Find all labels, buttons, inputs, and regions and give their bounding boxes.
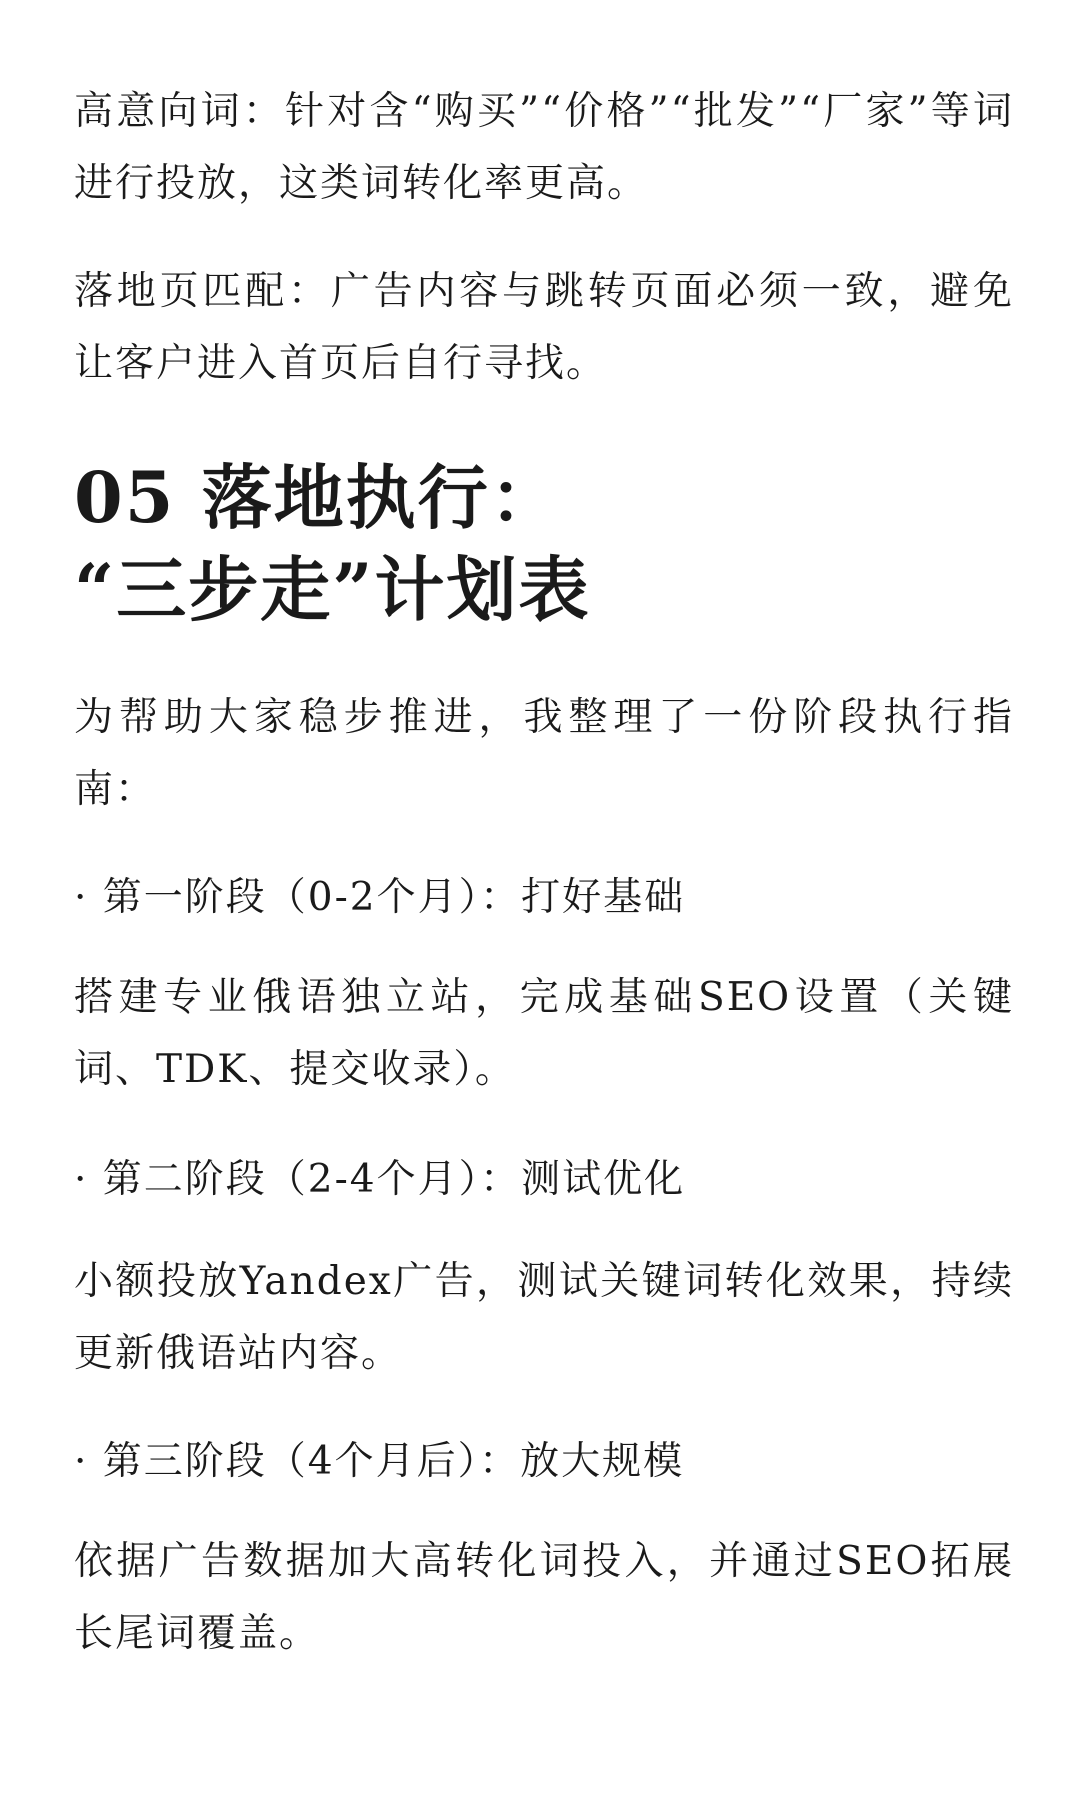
stage-3-title: · 第三阶段（4个月后）：放大规模 bbox=[74, 1439, 685, 1484]
high-intent-paragraph: 高意向词：针对含“购买”“价格”“批发”“厂家”等词进行投放，这类词转化率更高。 bbox=[74, 89, 1014, 206]
stage-2-title: · 第二阶段（2-4个月）：测试优化 bbox=[74, 1157, 686, 1202]
landing-page-paragraph: 落地页匹配：广告内容与跳转页面必须一致，避免让客户进入首页后自行寻找。 bbox=[74, 269, 1014, 386]
stage-2-body: 小额投放Yandex广告，测试关键词转化效果，持续更新俄语站内容。 bbox=[74, 1259, 1014, 1376]
section-heading-line2: “三步走”计划表 bbox=[74, 548, 591, 631]
stage-1-body: 搭建专业俄语独立站，完成基础SEO设置（关键词、TDK、提交收录）。 bbox=[74, 975, 1014, 1092]
section-heading-line1: 05 落地执行： bbox=[74, 456, 562, 539]
section-heading bbox=[74, 452, 1014, 636]
stage-3-body: 依据广告数据加大高转化词投入，并通过SEO拓展长尾词覆盖。 bbox=[74, 1539, 1014, 1656]
section-intro: 为帮助大家稳步推进，我整理了一份阶段执行指南： bbox=[74, 695, 1014, 812]
stage-1-title: · 第一阶段（0-2个月）：打好基础 bbox=[74, 875, 686, 920]
